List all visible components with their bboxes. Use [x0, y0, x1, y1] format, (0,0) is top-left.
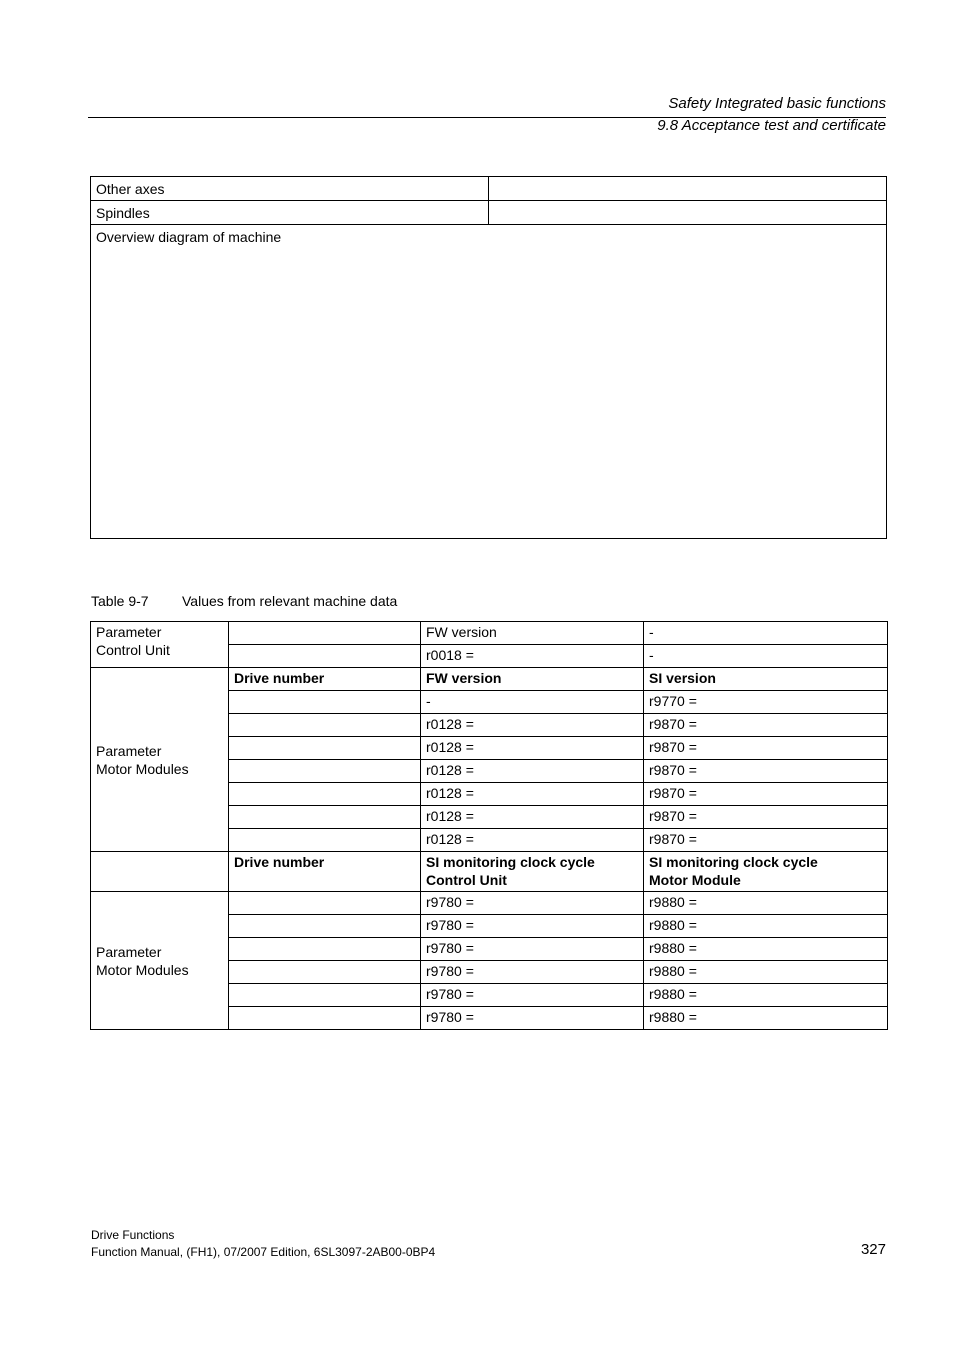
table-cell [229, 783, 421, 806]
table-cell: r0128 = [421, 714, 644, 737]
table-cell [229, 829, 421, 852]
column-header [644, 852, 888, 892]
table-cell: r0128 = [421, 806, 644, 829]
column-header: SI version [644, 668, 888, 691]
footer-line-2: Function Manual, (FH1), 07/2007 Edition, 6SL3097-2AB00-0BP4 [91, 1245, 436, 1259]
table-cell [229, 806, 421, 829]
table-cell [229, 691, 421, 714]
table-cell [229, 645, 421, 668]
machine-axes-table [90, 176, 887, 539]
label-line: Parameter [96, 944, 162, 960]
table-cell: r9780 = [421, 915, 644, 938]
table-cell: - [644, 645, 888, 668]
row-value [488, 201, 886, 225]
table-cell: - [644, 622, 888, 645]
table-cell [229, 622, 421, 645]
table-cell: r9870 = [644, 760, 888, 783]
table-cell: r9870 = [644, 737, 888, 760]
table-cell: r9870 = [644, 806, 888, 829]
running-header-section: 9.8 Acceptance test and certificate [657, 117, 886, 134]
table-cell [229, 1007, 421, 1030]
table-row [91, 201, 887, 225]
column-header: FW version [421, 668, 644, 691]
table-row [91, 668, 888, 691]
table-cell: FW version [421, 622, 644, 645]
table-cell: r9880 = [644, 892, 888, 915]
row-label: Spindles [91, 201, 489, 225]
table-cell [229, 915, 421, 938]
column-header: Drive number [229, 852, 421, 892]
table-cell [91, 852, 229, 892]
label-line: Control Unit [96, 642, 170, 658]
table-cell: r9870 = [644, 783, 888, 806]
table-cell: r0128 = [421, 783, 644, 806]
table-cell: r9780 = [421, 1007, 644, 1030]
motor-modules-label [91, 892, 229, 1030]
table-cell: r0128 = [421, 829, 644, 852]
table-cell [229, 760, 421, 783]
table-cell: r9770 = [644, 691, 888, 714]
table-row [91, 892, 888, 915]
footer-line-1: Drive Functions [91, 1228, 175, 1242]
table-cell: - [421, 691, 644, 714]
page-number: 327 [860, 1241, 886, 1258]
label-line: Parameter [96, 624, 162, 640]
table-cell [229, 892, 421, 915]
overview-diagram-cell: Overview diagram of machine [91, 225, 887, 539]
table-cell: r9880 = [644, 915, 888, 938]
table-cell: r9780 = [421, 961, 644, 984]
column-header [421, 852, 644, 892]
table-cell: r9880 = [644, 1007, 888, 1030]
table-cell: r0128 = [421, 760, 644, 783]
table-cell: r9880 = [644, 984, 888, 1007]
row-label: Other axes [91, 177, 489, 201]
table-row [91, 177, 887, 201]
label-line: Parameter [96, 743, 162, 759]
label-line: Motor Modules [96, 761, 189, 777]
header-line: Motor Module [649, 872, 741, 888]
table-cell: r9880 = [644, 938, 888, 961]
table-row [91, 225, 887, 539]
table-cell: r0018 = [421, 645, 644, 668]
table-cell: r9780 = [421, 984, 644, 1007]
table-cell: r9870 = [644, 714, 888, 737]
table-cell: r9780 = [421, 892, 644, 915]
table-cell [229, 714, 421, 737]
motor-modules-label [91, 668, 229, 852]
table-cell [229, 938, 421, 961]
header-line: Control Unit [426, 872, 507, 888]
caption-number: Table 9-7 [91, 593, 149, 609]
table-cell: r9780 = [421, 938, 644, 961]
running-header-title: Safety Integrated basic functions [668, 95, 886, 112]
table-cell: r9870 = [644, 829, 888, 852]
table-cell: r0128 = [421, 737, 644, 760]
machine-data-table [90, 621, 888, 1030]
label-line: Motor Modules [96, 962, 189, 978]
caption-title: Values from relevant machine data [182, 593, 398, 609]
table-row [91, 852, 888, 892]
table-cell: r9880 = [644, 961, 888, 984]
table-cell [229, 961, 421, 984]
column-header: Drive number [229, 668, 421, 691]
table-row [91, 622, 888, 645]
row-value [488, 177, 886, 201]
table-cell [229, 984, 421, 1007]
control-unit-label [91, 622, 229, 668]
table-cell [229, 737, 421, 760]
table-caption [91, 593, 397, 609]
header-line: SI monitoring clock cycle [426, 854, 595, 870]
header-line: SI monitoring clock cycle [649, 854, 818, 870]
